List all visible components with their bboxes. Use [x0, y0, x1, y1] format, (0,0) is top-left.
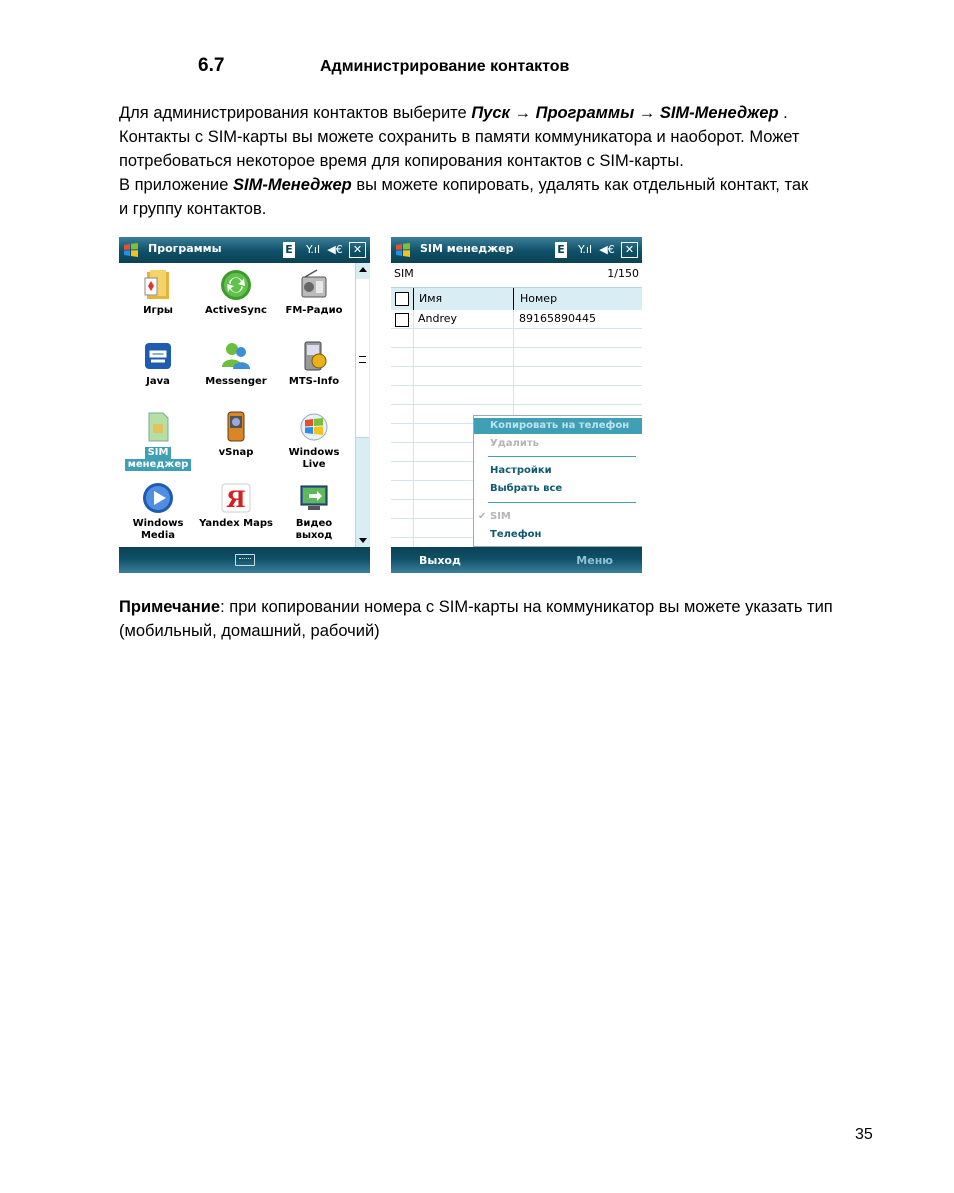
contact-name: Andrey	[418, 312, 458, 325]
video-out-icon	[297, 481, 331, 515]
context-menu	[473, 415, 642, 547]
program-label: ActiveSync	[205, 305, 267, 316]
scroll-down-icon[interactable]	[359, 538, 367, 543]
program-messenger[interactable]	[197, 334, 275, 400]
program-yandex-maps[interactable]	[197, 476, 275, 542]
column-name[interactable]: Имя	[413, 288, 513, 310]
column-divider	[413, 310, 414, 547]
menu-separator	[488, 502, 636, 503]
section-title: Администрирование контактов	[320, 58, 570, 75]
intro-line-3: потребоваться некоторое время для копирования контактов с SIM-карты.	[119, 152, 684, 170]
title-bar	[119, 237, 370, 263]
menu-softkey[interactable]: Меню	[576, 554, 613, 567]
select-all-checkbox[interactable]	[395, 292, 409, 306]
program-label: Java	[146, 376, 170, 387]
program-label-line: выход	[295, 530, 333, 541]
signal-icon: Y.ıl	[577, 243, 593, 256]
table-header	[391, 287, 642, 311]
window-title: SIM менеджер	[420, 242, 514, 255]
windows-live-icon	[297, 410, 331, 444]
programs-grid	[119, 263, 355, 547]
program-label: Yandex Maps	[199, 518, 273, 529]
section-number: 6.7	[198, 55, 225, 76]
menu-item-copy-to-phone[interactable]: Копировать на телефон	[474, 418, 642, 434]
app-name: SIM-Менеджер	[233, 176, 352, 194]
windows-media-icon	[141, 481, 175, 515]
exit-softkey[interactable]: Выход	[419, 554, 461, 567]
programs-screenshot	[119, 237, 370, 573]
program-label-line: Windows	[132, 518, 184, 529]
contact-count: 1/150	[607, 267, 639, 280]
program-windows-live[interactable]	[275, 405, 353, 471]
program-vsnap[interactable]	[197, 405, 275, 471]
program-label-line: Видео	[295, 518, 333, 529]
vsnap-icon	[219, 410, 253, 444]
program-label-line: менеджер	[125, 459, 192, 471]
program-label: Messenger	[205, 376, 267, 387]
edge-status-icon: E	[555, 242, 567, 258]
program-mts-info[interactable]	[275, 334, 353, 400]
scrollbar-thumb[interactable]	[356, 279, 369, 438]
grip-icon	[359, 356, 366, 363]
menu-item-label: SIM	[490, 511, 511, 522]
program-games[interactable]	[119, 263, 197, 329]
messenger-icon	[219, 339, 253, 373]
intro-text: вы можете копировать, удалять как отдельный контакт, так	[351, 176, 809, 194]
note-label: Примечание	[119, 598, 221, 616]
intro-line-4	[119, 173, 889, 197]
title-bar	[391, 237, 642, 263]
intro-paragraph	[119, 101, 889, 221]
program-windows-media[interactable]	[119, 476, 197, 542]
signal-icon: Y.ıl	[305, 243, 321, 256]
program-label-line: SIM	[145, 447, 172, 459]
path-arrow: →	[509, 104, 536, 122]
intro-line-2: Контакты с SIM-карты вы можете сохранить в памяти коммуникатора и наоборот. Может	[119, 128, 800, 146]
edge-status-icon: E	[283, 242, 295, 258]
scroll-up-icon[interactable]	[359, 267, 367, 272]
menu-item-phone[interactable]: Телефон	[490, 529, 542, 540]
svg-text:Я: Я	[226, 487, 246, 513]
games-folder-icon	[141, 268, 175, 302]
section-heading	[198, 55, 569, 77]
program-java[interactable]	[119, 334, 197, 400]
program-activesync[interactable]	[197, 263, 275, 329]
program-label: vSnap	[218, 447, 254, 458]
path-arrow: →	[634, 104, 660, 122]
yandex-icon	[219, 481, 253, 515]
close-button[interactable]: ✕	[349, 242, 366, 258]
source-label: SIM	[394, 267, 414, 280]
program-label-line: Windows	[288, 447, 340, 458]
contact-number: 89165890445	[519, 312, 596, 325]
softkey-bar	[391, 547, 642, 573]
checkmark-icon: ✔	[478, 511, 487, 522]
page-number: 35	[855, 1126, 873, 1143]
program-label-line: Live	[302, 459, 326, 470]
sim-manager-screenshot	[391, 237, 642, 573]
row-checkbox[interactable]	[395, 313, 409, 327]
menu-item-sim[interactable]	[474, 509, 642, 525]
sim-card-icon	[141, 410, 175, 444]
program-label: MTS-Info	[288, 376, 340, 387]
vertical-scrollbar[interactable]	[355, 263, 370, 547]
program-label: FM-Радио	[285, 305, 343, 316]
program-label	[119, 518, 197, 542]
menu-item-settings[interactable]: Настройки	[490, 465, 552, 476]
program-label-line: Media	[140, 530, 176, 541]
volume-icon: ◀€	[327, 243, 343, 256]
radio-icon	[297, 268, 331, 302]
program-label	[275, 518, 353, 542]
note-text: : при копировании номера с SIM-карты на коммуникатор вы можете указать тип (мобильный, домашний, рабочий)	[119, 598, 833, 640]
volume-icon: ◀€	[599, 243, 615, 256]
menu-separator	[488, 456, 636, 457]
menu-path-programs: Программы	[535, 104, 635, 122]
close-button[interactable]: ✕	[621, 242, 638, 258]
menu-path-start: Пуск	[471, 104, 510, 122]
note-paragraph	[119, 595, 889, 643]
program-video-out[interactable]	[275, 476, 353, 542]
column-number[interactable]: Номер	[513, 288, 642, 310]
program-label	[275, 447, 353, 471]
menu-path-sim-manager: SIM-Менеджер	[659, 104, 779, 122]
sim-header	[391, 263, 642, 287]
mts-info-icon	[297, 339, 331, 373]
intro-text: В приложение	[119, 176, 234, 194]
keyboard-icon[interactable]	[235, 554, 255, 566]
menu-item-select-all[interactable]: Выбрать все	[490, 483, 563, 494]
windows-start-icon[interactable]	[395, 242, 411, 258]
softkey-bar	[119, 547, 370, 573]
program-fm-radio[interactable]	[275, 263, 353, 329]
intro-text: .	[778, 104, 788, 122]
windows-start-icon[interactable]	[123, 242, 139, 258]
program-label: Игры	[143, 305, 173, 316]
intro-text: Для администрирования контактов выберите	[119, 104, 472, 122]
activesync-icon	[219, 268, 253, 302]
program-sim-manager[interactable]	[119, 405, 197, 471]
menu-item-delete[interactable]: Удалить	[490, 438, 539, 449]
intro-line-1	[119, 101, 889, 125]
program-label	[119, 447, 197, 471]
java-icon	[141, 339, 175, 373]
window-title: Программы	[148, 242, 222, 255]
intro-line-5: и группу контактов.	[119, 200, 267, 218]
